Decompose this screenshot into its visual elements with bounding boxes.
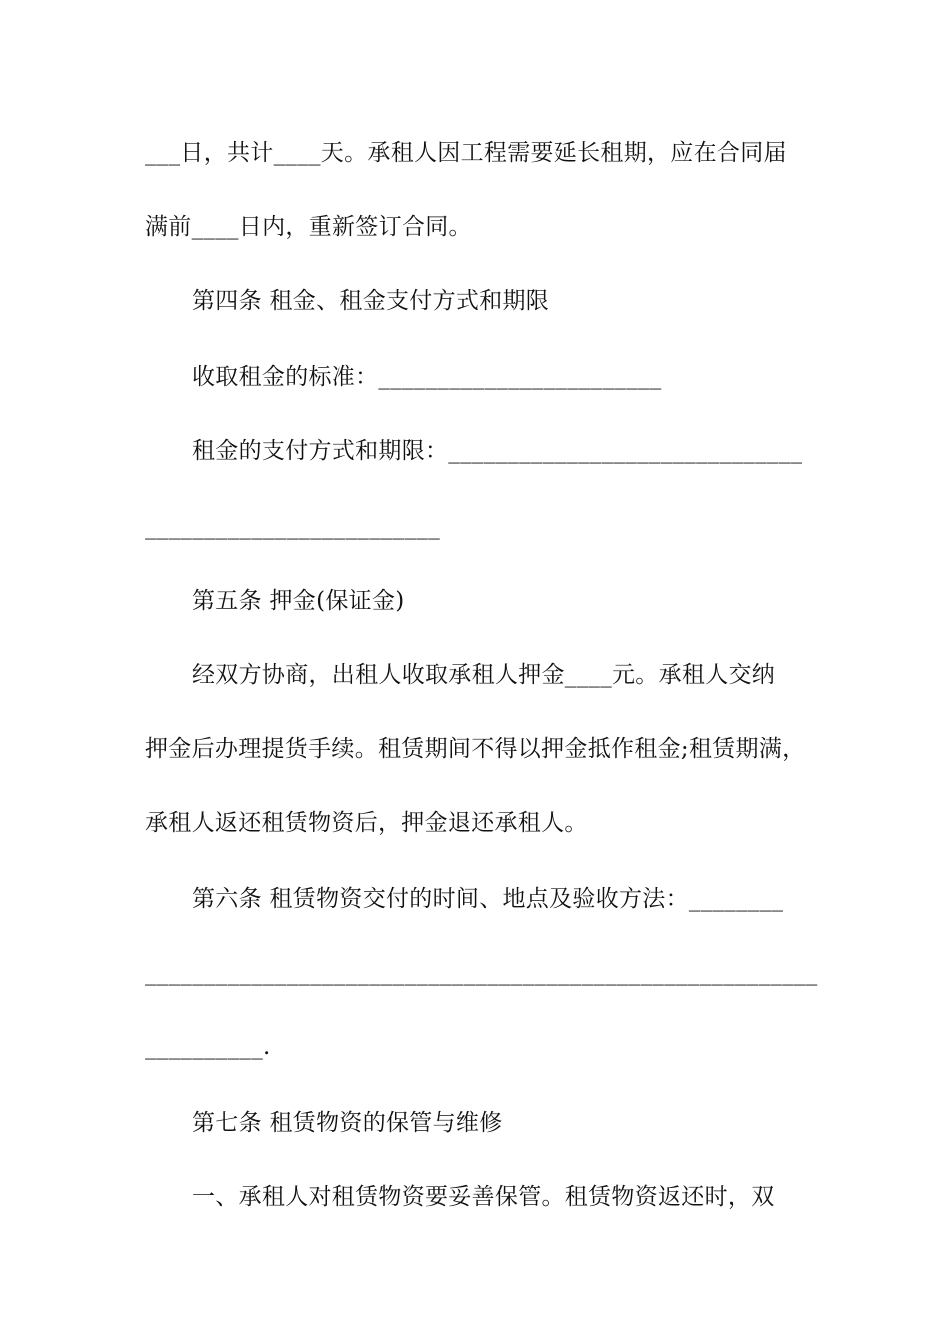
blank-line: __________. — [145, 1034, 271, 1060]
paragraph-line: ___日，共计____天。承租人因工程需要延长租期，应在合同届 — [145, 140, 787, 166]
blank-line: _________________________ — [145, 514, 440, 540]
article-heading-7: 第七条 租赁物资的保管与维修 — [192, 1110, 503, 1136]
paragraph-line: 租金的支付方式和期限：______________________________ — [192, 438, 803, 464]
paragraph-line: 满前____日内，重新签订合同。 — [145, 214, 472, 240]
paragraph-line: 押金后办理提货手续。租赁期间不得以押金抵作租金;租赁期满， — [145, 736, 806, 762]
blank-line: _________________________________________________________ — [145, 960, 818, 986]
paragraph-line: 承租人返还租赁物资后，押金退还承租人。 — [145, 810, 588, 836]
paragraph-line: 一、承租人对租赁物资要妥善保管。租赁物资返还时，双 — [192, 1184, 775, 1210]
article-heading-6: 第六条 租赁物资交付的时间、地点及验收方法：________ — [192, 886, 784, 912]
article-heading-5: 第五条 押金(保证金) — [192, 588, 405, 614]
paragraph-line: 经双方协商，出租人收取承租人押金____元。承租人交纳 — [192, 662, 776, 688]
article-heading-4: 第四条 租金、租金支付方式和期限 — [192, 288, 550, 314]
paragraph-line: 收取租金的标准：________________________ — [192, 364, 662, 390]
